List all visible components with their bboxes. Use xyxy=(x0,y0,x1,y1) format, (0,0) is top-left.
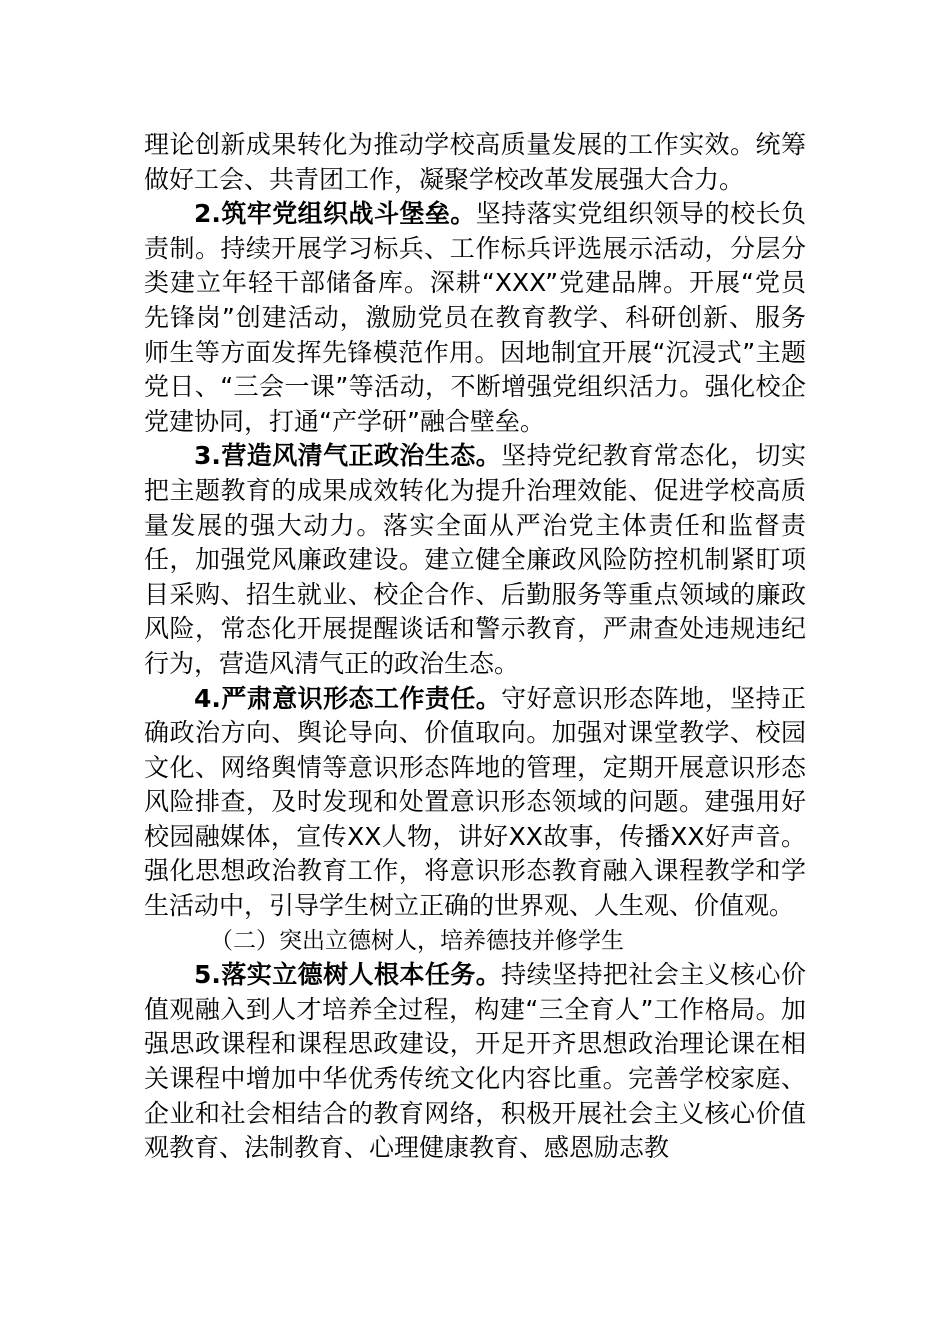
paragraph-text: 坚持党纪教育常态化，切实把主题教育的成果成效转化为提升治理效能、促进学校高质量发展的强大动力。落实全面从严治党主体责任和监督责任，加强党风廉政建设。建立健全廉政风险防控机制紧盯项目采购、招生就业、校企合作、后勤服务等重点领域的廉政风险，常态化开展提醒谈话和警示教育，严肃查处违规违纪行为，营造风清气正的政治生态。 xyxy=(144,441,806,678)
paragraph-3 xyxy=(144,439,806,681)
paragraph-5 xyxy=(144,958,806,1166)
section-heading xyxy=(144,924,806,959)
paragraph-4 xyxy=(144,682,806,924)
paragraph-text: 理论创新成果转化为推动学校高质量发展的工作实效。统筹做好工会、共青团工作，凝聚学校改革发展强大合力。 xyxy=(144,130,806,194)
paragraph-heading: 5.落实立德树人根本任务。 xyxy=(194,960,502,990)
paragraph-text: 坚持落实党组织领导的校长负责制。持续开展学习标兵、工作标兵评选展示活动，分层分类建立年轻干部储备库。深耕“XXX”党建品牌。开展“党员先锋岗”创建活动，激励党员在教育教学、科研创新、服务师生等方面发挥先锋模范作用。因地制宜开展“沉浸式”主题党日、“三会一课”等活动，不断增强党组织活力。强化校企党建协同，打通“产学研”融合壁垒。 xyxy=(144,199,806,436)
document-page xyxy=(144,128,806,1166)
paragraph-heading: 2.筑牢党组织战斗堡垒。 xyxy=(194,199,476,229)
paragraph-heading: 4.严肃意识形态工作责任。 xyxy=(194,683,502,713)
paragraph-continuation xyxy=(144,128,806,197)
paragraph-heading: 3.营造风清气正政治生态。 xyxy=(194,441,502,471)
paragraph-text: 守好意识形态阵地，坚持正确政治方向、舆论导向、价值取向。加强对课堂教学、校园文化、网络舆情等意识形态阵地的管理，定期开展意识形态风险排查，及时发现和处置意识形态领域的问题。建强用好校园融媒体，宣传XX人物，讲好XX故事，传播XX好声音。强化思想政治教育工作，将意识形态教育融入课程教学和学生活动中，引导学生树立正确的世界观、人生观、价值观。 xyxy=(144,683,806,921)
section-title: （二）突出立德树人，培养德技并修学生 xyxy=(210,927,624,954)
paragraph-2 xyxy=(144,197,806,439)
paragraph-text: 持续坚持把社会主义核心价值观融入到人才培养全过程，构建“三全育人”工作格局。加强思政课程和课程思政建设，开足开齐思想政治理论课在相关课程中增加中华优秀传统文化内容比重。完善学校家庭、企业和社会相结合的教育网络，积极开展社会主义核心价值观教育、法制教育、心理健康教育、感恩励志教 xyxy=(144,960,806,1163)
